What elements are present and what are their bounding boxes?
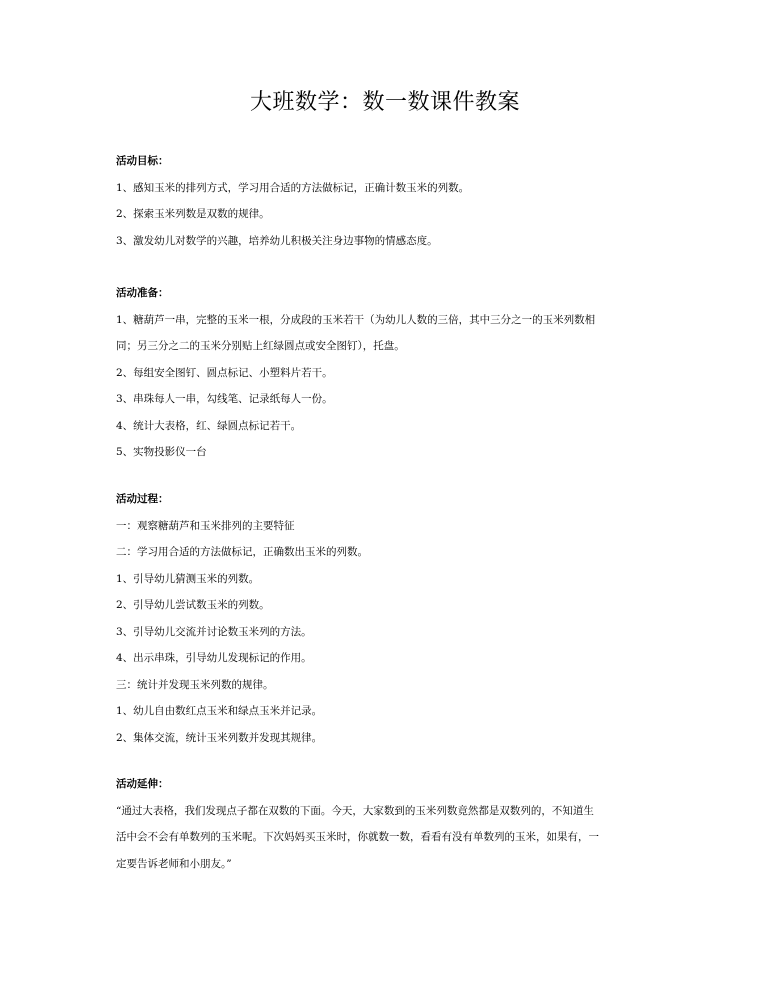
- preparation-item: 1、糖葫芦一串，完整的玉米一根，分成段的玉米若干（为幼儿人数的三倍，其中三分之一的玉米列数相: [116, 313, 596, 326]
- extension-section: [116, 771, 661, 877]
- process-item: 三：统计并发现玉米列数的规律。: [116, 678, 274, 691]
- process-item: 1、幼儿自由数红点玉米和绿点玉米并记录。: [116, 705, 323, 717]
- process-item: 2、集体交流，统计玉米列数并发现其规律。: [116, 731, 323, 744]
- goals-item: 2、探索玉米列数是双数的规律。: [116, 208, 270, 220]
- extension-item: 定要告诉老师和小朋友。”: [116, 857, 232, 870]
- process-item: 1、引导幼儿猜测玉米的列数。: [116, 572, 260, 585]
- goals-item: 3、激发幼儿对数学的兴趣，培养幼儿积极关注身边事物的情感态度。: [116, 234, 438, 247]
- process-item: 一：观察糖葫芦和玉米排列的主要特征: [116, 519, 295, 532]
- process-item: 4、出示串珠，引导幼儿发现标记的作用。: [116, 652, 312, 664]
- preparation-item: 3、串珠每人一串，勾线笔、记录纸每人一份。: [116, 393, 333, 405]
- goals-item: 1、感知玉米的排列方式，学习用合适的方法做标记，正确计数玉米的列数。: [116, 181, 470, 194]
- preparation-item: 4、统计大表格，红、绿圆点标记若干。: [116, 419, 302, 432]
- extension-item: 活中会不会有单数列的玉米呢。下次妈妈买玉米时，你就数一数，看看有没有单数列的玉米，如果有，一: [116, 831, 599, 843]
- extension-heading: 活动延伸：: [116, 778, 169, 790]
- goals-heading: 活动目标：: [116, 155, 169, 167]
- process-item: 3、引导幼儿交流并讨论数玉米列的方法。: [116, 625, 312, 638]
- preparation-item: 5、实物投影仪一台: [116, 446, 207, 458]
- process-heading: 活动过程：: [116, 493, 169, 505]
- document-title: 大班数学：数一数课件教案: [249, 90, 520, 115]
- extension-item: “通过大表格，我们发现点子都在双数的下面。今天，大家数到的玉米列数竟然都是双数列的，不知道生: [116, 804, 594, 817]
- process-item: 2、引导幼儿尝试数玉米的列数。: [116, 599, 270, 611]
- goals-section: [116, 148, 661, 254]
- process-section: [116, 486, 661, 751]
- preparation-heading: 活动准备：: [116, 287, 169, 299]
- preparation-item: 2、每组安全图钉、圆点标记、小塑料片若干。: [116, 366, 333, 379]
- preparation-section: [116, 280, 661, 466]
- process-item: 二：学习用合适的方法做标记，正确数出玉米的列数。: [116, 546, 368, 558]
- preparation-item: 同；另三分之二的玉米分别贴上红绿圆点或安全图钉），托盘。: [116, 340, 405, 352]
